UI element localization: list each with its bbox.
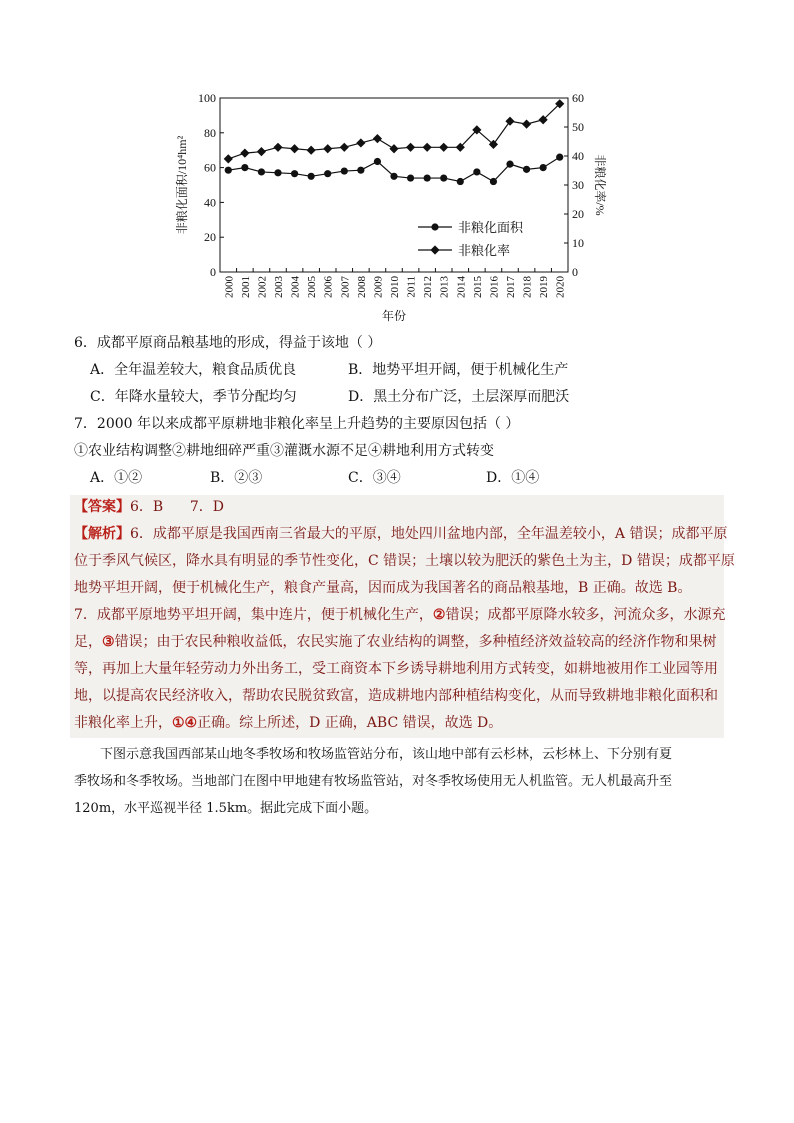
data-point-2 [224,154,233,163]
answer-text: 6．B 7．D [130,499,225,515]
data-point-1 [506,161,513,168]
q6-option-b: B．地势平坦开阔，便于机械化生产 [348,362,569,378]
intro-line-2: 季牧场和冬季牧场。当地部门在图中甲地建有牧场监管站，对冬季牧场使用无人机监管。无人机最高升至 [74,774,673,789]
q6-option-c: C．年降水量较大，季节分配均匀 [90,389,297,405]
data-point-2 [273,143,282,152]
data-point-1 [407,174,414,181]
left-axis-label: 非粮化面积/10⁴hm² [175,135,189,235]
x-tick-label: 2005 [306,276,319,298]
x-tick-label: 2011 [405,276,418,298]
right-tick-label: 60 [572,91,584,105]
analysis-text: 6．成都平原是我国西南三省最大的平原，地处四川盆地内部，全年温差较小，A 错误；成都平原 [130,526,728,542]
analysis-line-3: 地势平坦开阔，便于机械化生产，粮食产量高，因而成为我国著名的商品粮基地，B 正确。故选 B。 [74,580,692,596]
line-chart [150,88,620,328]
data-point-1 [291,170,298,177]
q6-option-d: D．黑土分布广泛，土层深厚而肥沃 [348,389,570,405]
data-point-2 [373,134,382,143]
x-tick-label: 2010 [389,276,401,298]
x-tick-label: 2008 [355,276,368,298]
x-tick-label: 2006 [322,276,335,298]
legend-marker [431,223,438,230]
intro-line-3: 120m，水平巡视半径 1.5km。据此完成下面小题。 [74,801,378,816]
data-point-1 [440,174,447,181]
analysis-text: 错误；成都平原降水较多，河流众多，水源充 [445,607,726,623]
x-tick-label: 2000 [223,276,236,298]
data-point-2 [307,146,316,155]
right-tick-label: 0 [572,265,578,279]
intro-line-1: 下图示意我国西部某山地冬季牧场和牧场监管站分布，该山地中部有云杉林，云杉林上、下分别有夏 [100,747,673,762]
analysis-text: 7．成都平原地势平坦开阔，集中连片，便于机械化生产， [74,607,433,623]
data-point-2 [257,147,266,156]
question-7-stem: 7．2000 年以来成都平原耕地非粮化率呈上升趋势的主要原因包括（ ） [74,416,520,432]
q6-option-a: A．全年温差较大，粮食品质优良 [90,362,297,378]
left-tick-label: 0 [210,265,216,279]
data-point-1 [308,173,315,180]
right-tick-label: 20 [572,207,584,221]
legend-marker [430,245,439,254]
x-tick-label: 2017 [505,276,517,298]
data-point-2 [290,144,299,153]
option-mark: ③ [102,634,115,650]
data-point-2 [323,144,332,153]
analysis-text: 足， [74,634,102,650]
data-point-1 [424,174,431,181]
left-tick-label: 100 [198,91,216,105]
data-point-1 [390,173,397,180]
analysis-line-8 [74,713,502,733]
left-tick-label: 60 [204,160,216,175]
x-tick-label: 2012 [422,276,435,298]
x-tick-label: 2002 [256,276,269,298]
analysis-line-5 [74,632,717,652]
data-point-1 [374,158,381,165]
data-point-1 [523,166,530,173]
analysis-line-2: 位于季风气候区，降水具有明显的季节性变化，C 错误；土壤以较为肥沃的紫色土为主，D 错误；成都平原 [74,553,735,569]
data-point-1 [225,167,232,174]
analysis-text: 错误；由于农民种粮收益低，农民实施了农业结构的调整，多种植经济效益较高的经济作物和果树 [114,634,717,650]
analysis-text: 正确。综上所述，D 正确，ABC 错误，故选 D。 [197,715,503,731]
data-point-1 [258,168,265,175]
x-tick-label: 2003 [273,276,285,298]
plot-frame [220,98,568,272]
legend-label: 非粮化面积 [458,220,524,235]
data-point-1 [241,164,248,171]
x-tick-label: 2004 [289,276,302,298]
analysis-tag: 【解析】 [74,526,130,542]
data-point-2 [522,120,531,129]
data-point-1 [341,167,348,174]
data-point-1 [357,167,364,174]
data-point-1 [540,164,547,171]
right-tick-label: 10 [572,236,584,250]
q7-option-d: D．①④ [486,470,540,486]
answer-line [74,497,224,517]
x-tick-label: 2020 [554,276,567,298]
q7-option-b: B．②③ [210,470,263,486]
right-tick-label: 30 [572,178,584,192]
right-tick-label: 40 [572,149,584,163]
analysis-text: 非粮化率上升， [74,715,172,731]
question-7-items: ①农业结构调整②耕地细碎严重③灌溉水源不足④耕地利用方式转变 [74,443,494,459]
q7-option-a: A．①② [90,470,143,486]
right-tick-label: 50 [572,120,584,134]
left-tick-label: 80 [204,125,216,140]
right-axis-label: 非粮化率/% [593,154,607,216]
legend-label: 非粮化率 [458,243,511,258]
data-point-2 [406,143,415,152]
data-point-1 [324,170,331,177]
data-point-1 [457,178,464,185]
question-6-stem: 6．成都平原商品粮基地的形成，得益于该地（ ） [74,335,382,351]
data-point-1 [274,169,281,176]
x-tick-label: 2016 [488,276,501,298]
x-tick-label: 2009 [372,276,385,298]
analysis-line-4 [74,605,725,625]
x-tick-label: 2019 [538,276,551,298]
q7-option-c: C．③④ [348,470,401,486]
analysis-line-6: 等，再加上大量年轻劳动力外出务工，受工商资本下乡诱导耕地利用方式转变，如耕地被用作工业园等用 [74,661,718,677]
data-point-2 [439,143,448,152]
data-point-2 [240,149,249,158]
left-tick-label: 40 [204,195,216,210]
x-axis-label: 年份 [381,309,407,323]
option-mark: ①④ [172,715,198,731]
analysis-line-7: 地，以提高农民经济收入，帮助农民脱贫致富，造成耕地内部种植结构变化，从而导致耕地非粮化面积和 [74,688,718,704]
x-tick-label: 2018 [521,276,534,298]
data-point-2 [505,117,514,126]
x-tick-label: 2001 [239,276,252,298]
data-point-2 [356,138,365,147]
data-point-1 [490,178,497,185]
x-tick-label: 2014 [455,276,468,298]
data-point-2 [389,144,398,153]
analysis-line-1 [74,524,727,544]
data-point-1 [556,154,563,161]
x-tick-label: 2013 [438,276,451,298]
option-mark: ② [432,607,446,623]
left-tick-label: 20 [204,230,216,245]
answer-tag: 【答案】 [74,499,130,515]
data-point-1 [473,168,480,175]
x-tick-label: 2015 [471,276,484,298]
x-tick-label: 2007 [339,276,352,298]
data-point-2 [340,143,349,152]
data-point-2 [423,143,432,152]
